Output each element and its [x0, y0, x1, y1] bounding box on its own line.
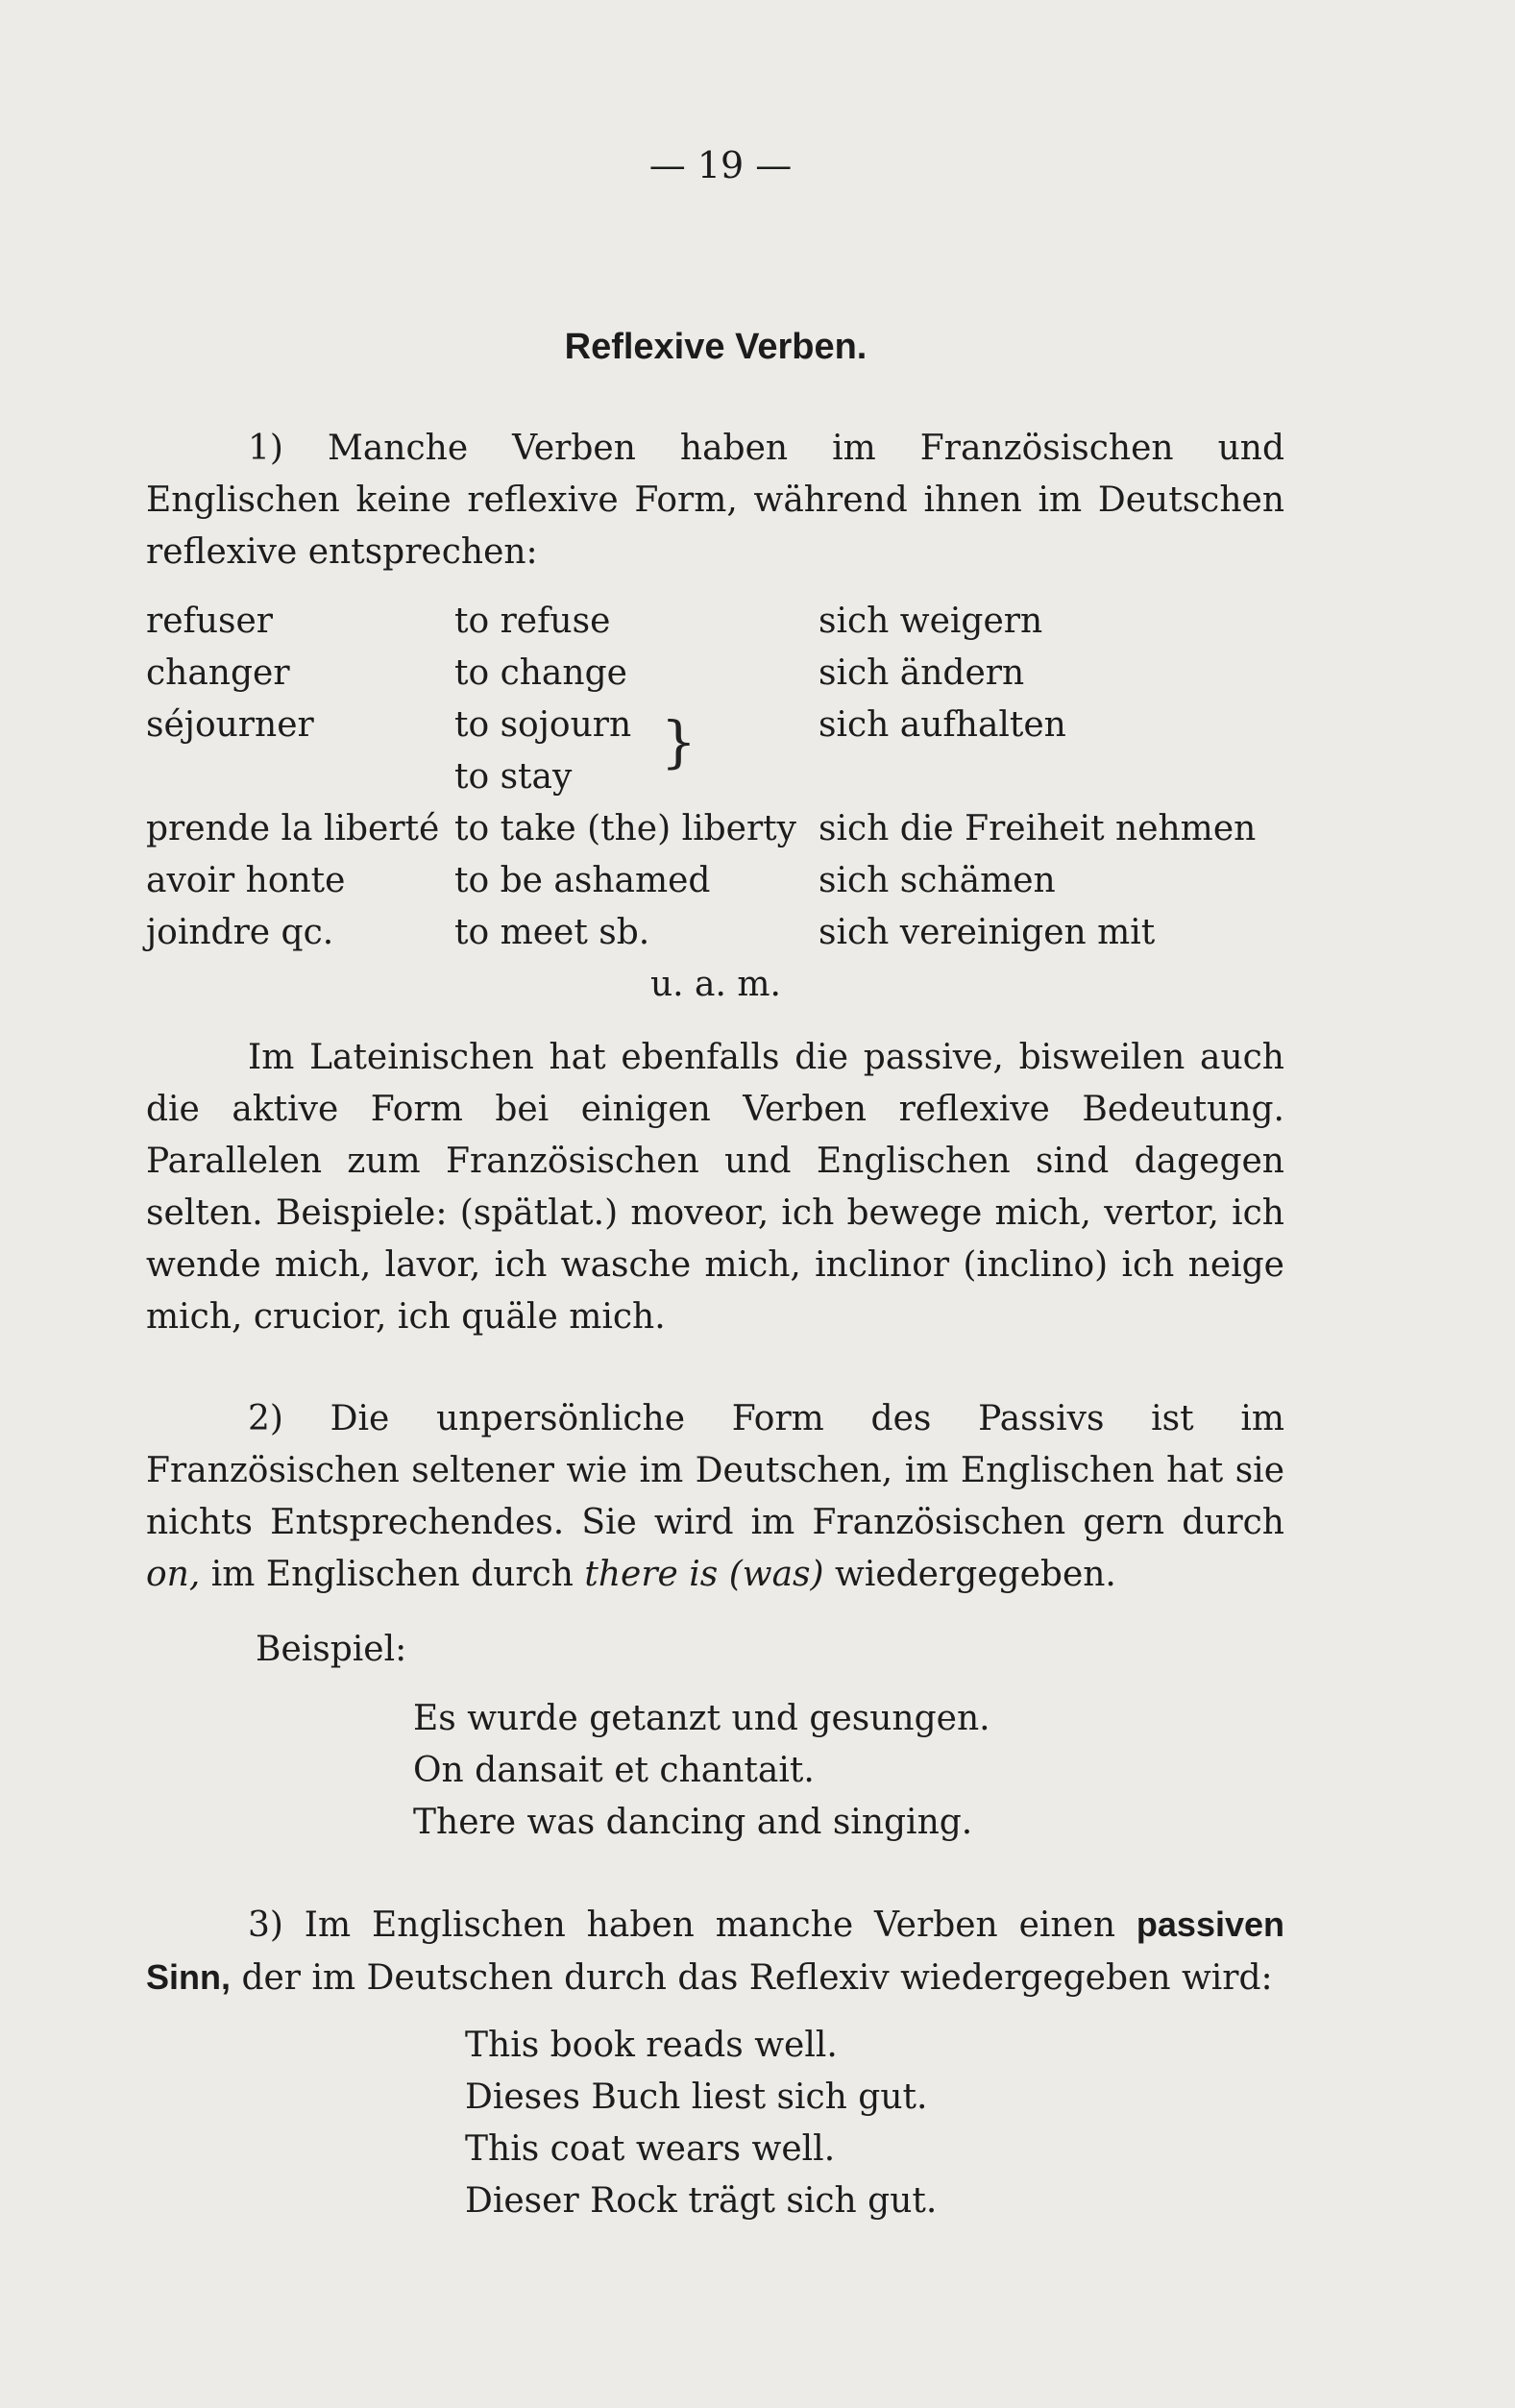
example-line: There was dancing and singing. — [413, 1803, 973, 1842]
table-cell-en: to sojourn — [454, 705, 632, 745]
example-line: Es wurde getanzt und gesungen. — [413, 1699, 990, 1738]
table-cell-en: to meet sb. — [454, 913, 650, 952]
beispiel-label: Beispiel: — [256, 1630, 407, 1669]
table-cell-de: sich aufhalten — [819, 705, 1066, 745]
table-cell-fr: refuser — [146, 602, 274, 641]
on-italic: on, — [146, 1555, 201, 1594]
table-cell-en: to change — [454, 653, 627, 693]
section1-intro: 1) Manche Verben haben im Französischen und Englischen keine reflexive Form, während ihnen im Deutschen reflexive entsprechen: — [146, 429, 1284, 572]
example-line: On dansait et chantait. — [413, 1751, 815, 1790]
section-heading: Reflexive Verben. — [564, 327, 867, 367]
section3-paragraph: 3) Im Englischen haben manche Verben einen passiven Sinn, der im Deutschen durch das Reflexiv wiedergegeben wird: — [146, 1904, 1284, 1998]
grouping-brace: } — [661, 709, 696, 774]
table-cell-en: to be ashamed — [454, 861, 711, 900]
page-number: — 19 — — [648, 144, 793, 186]
table-cell-fr: avoir honte — [146, 861, 346, 900]
table-cell-en: to take (the) liberty — [454, 809, 796, 848]
table-cell-fr: prende la liberté — [146, 809, 440, 848]
table-cell-de: sich die Freiheit nehmen — [819, 809, 1257, 848]
table-cell-de: sich schämen — [819, 861, 1056, 900]
there-is-italic: there is (was) — [584, 1555, 824, 1594]
latin-paragraph: Im Lateinischen hat ebenfalls die passive, bisweilen auch die aktive Form bei einigen Verben reflexive Bedeutung. Parallelen zum Französischen und Englischen sind dagegen selten. Beispiele: (spätlat.) moveor, ich bewege mich, vertor, ich wende mich, lavor, ich wasche mich, inclinor (inclino) ich neige mich, crucior, ich quäle mich. — [146, 1038, 1284, 1337]
example-line: Dieses Buch liest sich gut. — [465, 2077, 928, 2117]
etc-note: u. a. m. — [649, 965, 781, 1004]
example-line: This coat wears well. — [465, 2129, 836, 2169]
table-cell-en: to refuse — [454, 602, 611, 641]
table-cell-de: sich vereinigen mit — [819, 913, 1156, 952]
passive-sense-bold: passiven Sinn, — [146, 1904, 1284, 1997]
table-cell-de: sich weigern — [819, 602, 1043, 641]
table-cell-fr: changer — [146, 653, 290, 693]
table-cell-fr: séjourner — [146, 705, 314, 745]
table-cell-en: to stay — [454, 757, 573, 797]
table-cell-fr: joindre qc. — [146, 913, 334, 952]
example-line: This book reads well. — [465, 2026, 838, 2065]
example-line: Dieser Rock trägt sich gut. — [465, 2181, 938, 2221]
table-cell-de: sich ändern — [819, 653, 1025, 693]
section2-paragraph: 2) Die unpersönliche Form des Passivs ist im Französischen seltener wie im Deutschen, im Englischen hat sie nichts Entsprechendes. Sie wird im Französischen gern durch on, im Englischen durch there is (was) wiedergegeben. — [146, 1399, 1284, 1594]
